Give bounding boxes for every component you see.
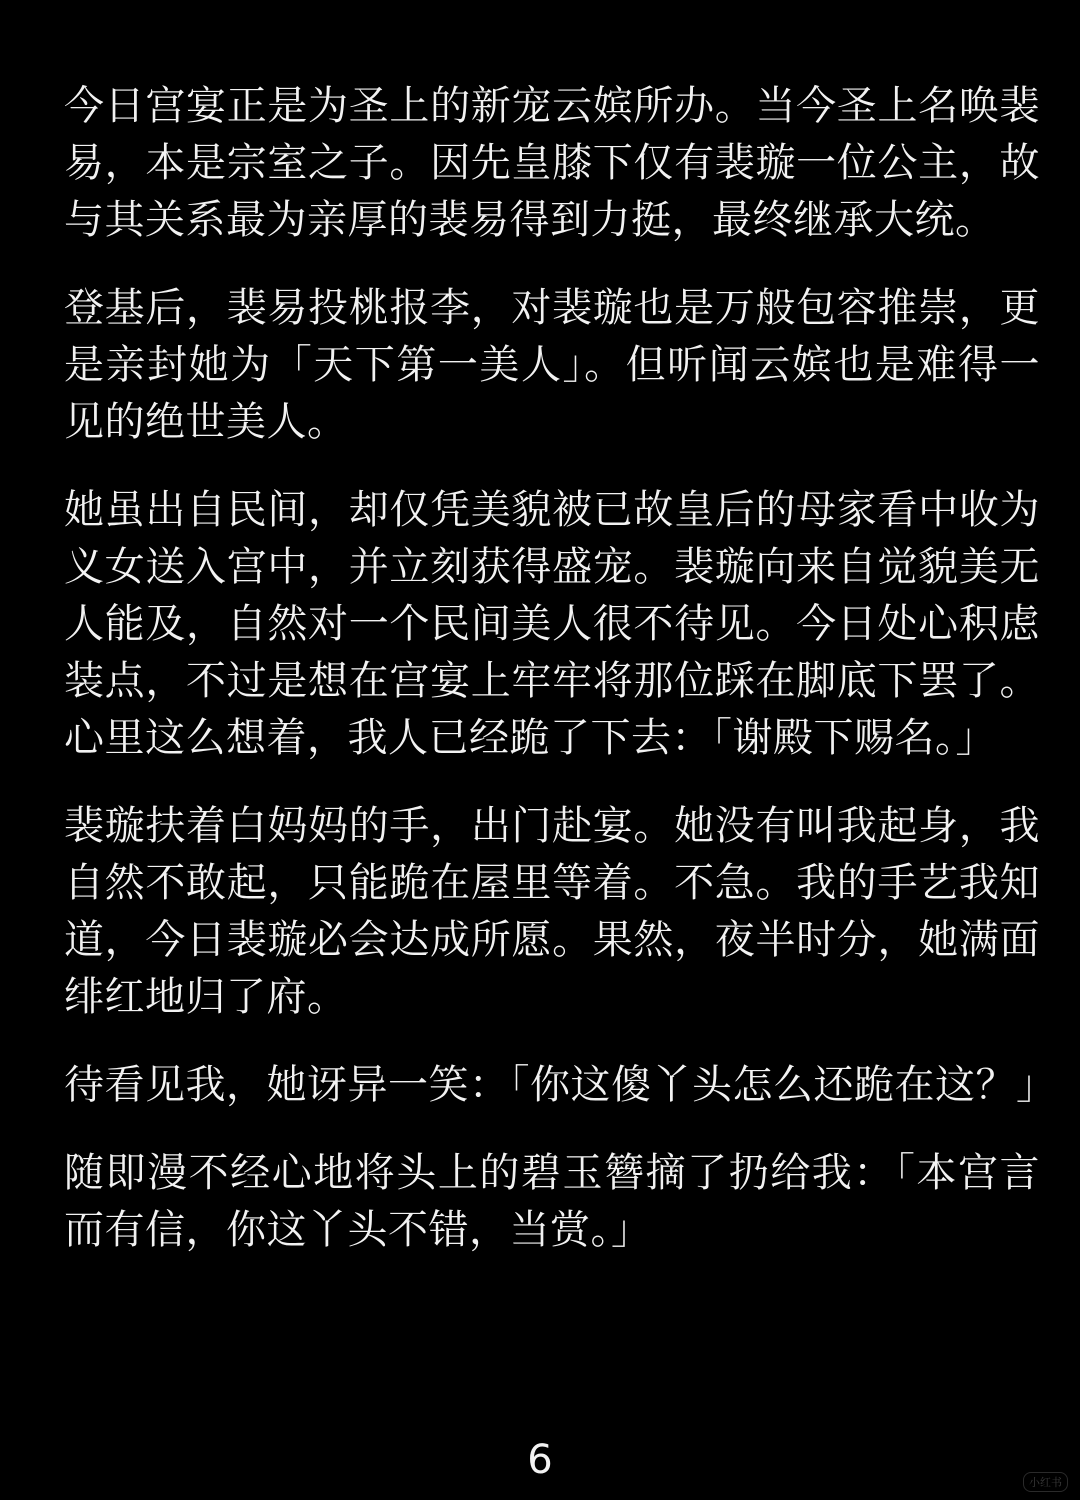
- paragraph-4: 裴璇扶着白妈妈的手，出门赴宴。她没有叫我起身，我自然不敢起，只能跪在屋里等着。不急。我的手艺我知道，今日裴璇必会达成所愿。果然，夜半时分，她满面绯红地归了府。: [64, 803, 1040, 1020]
- story-text: [64, 78, 1057, 1290]
- paragraph-1: 今日宫宴正是为圣上的新宠云嫔所办。当今圣上名唤裴易，本是宗室之子。因先皇膝下仅有裴璇一位公主，故与其关系最为亲厚的裴易得到力挺，最终继承大统。: [64, 83, 1040, 243]
- page-number: 6: [527, 1437, 553, 1483]
- paragraph-5: 待看见我，她讶异一笑：「你这傻丫头怎么还跪在这？」: [64, 1062, 1057, 1108]
- paragraph-2: 登基后，裴易投桃报李，对裴璇也是万般包容推崇，更是亲封她为「天下第一美人」。但听闻云嫔也是难得一见的绝世美人。: [64, 285, 1040, 445]
- paragraph-3: 她虽出自民间，却仅凭美貌被已故皇后的母家看中收为义女送入宫中，并立刻获得盛宠。裴璇向来自觉貌美无人能及，自然对一个民间美人很不待见。今日处心积虑装点，不过是想在宫宴上牢牢将那位踩在脚底下罢了。心里这么想着，我人已经跪了下去：「谢殿下赐名。」: [64, 487, 1040, 761]
- watermark-logo: 小红书: [1023, 1472, 1068, 1492]
- paragraph-6: 随即漫不经心地将头上的碧玉簪摘了扔给我：「本宫言而有信，你这丫头不错，当赏。」: [64, 1150, 1040, 1253]
